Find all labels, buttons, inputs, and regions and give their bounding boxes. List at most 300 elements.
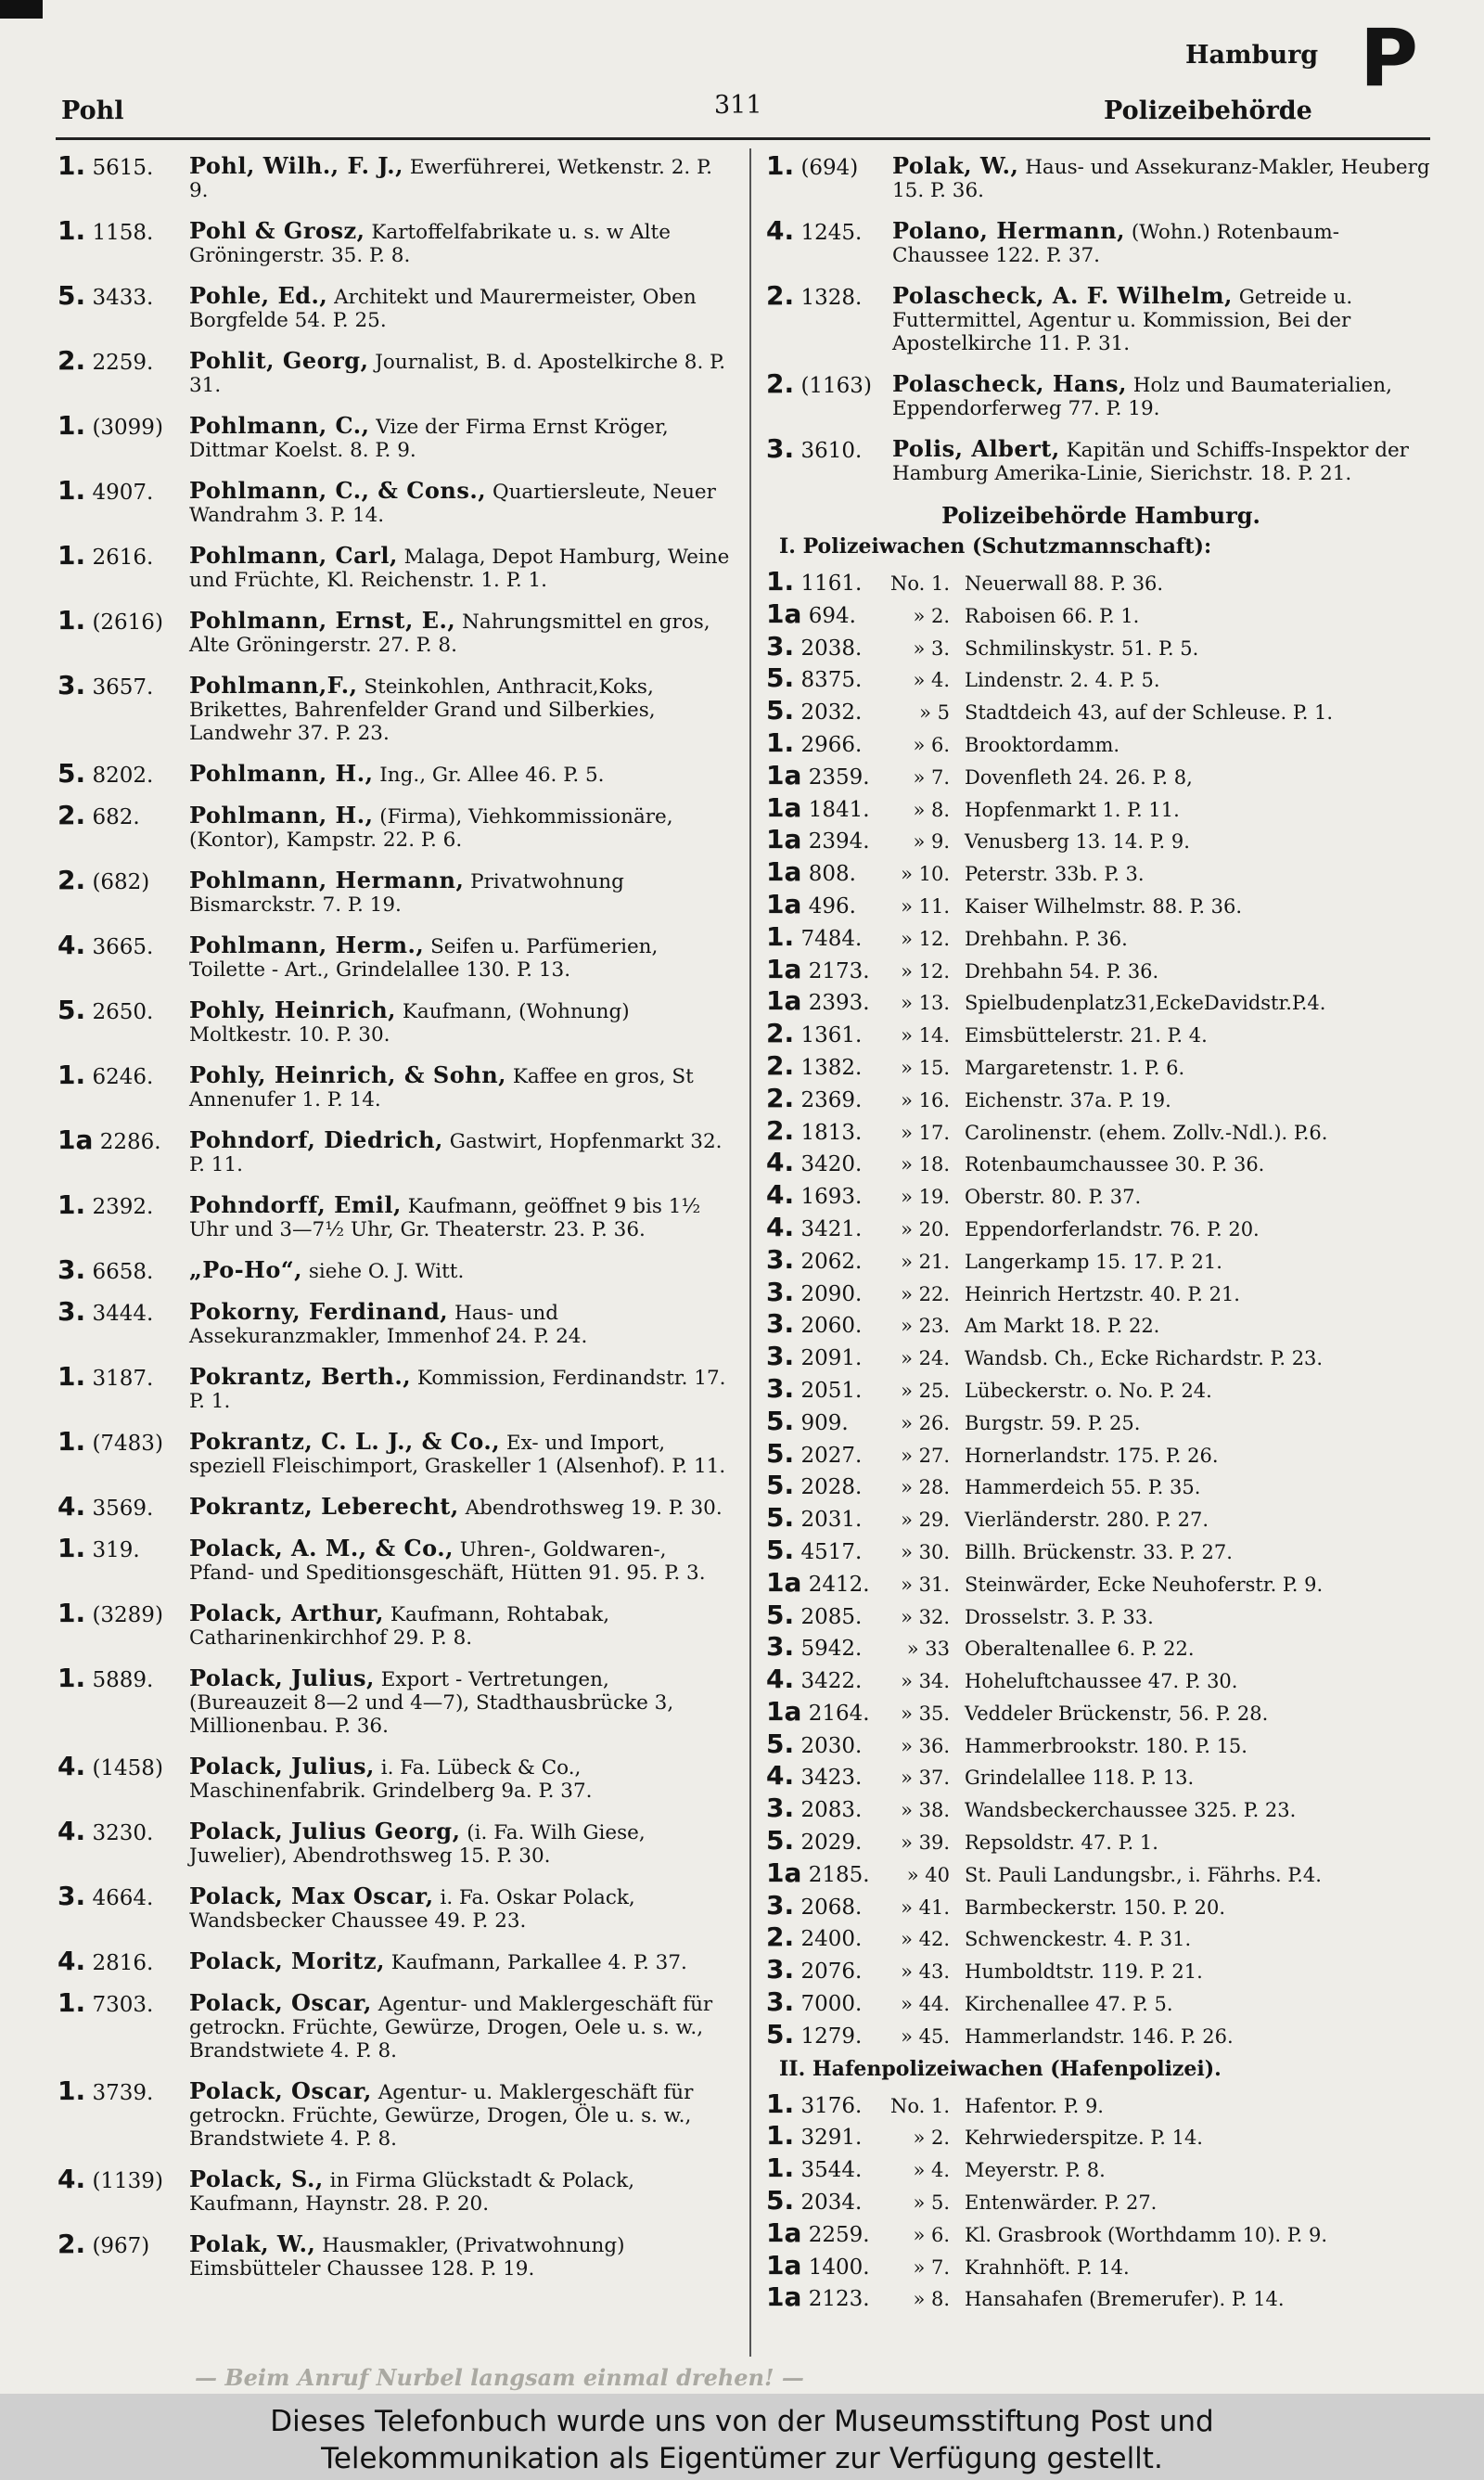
listing-entry: [58, 410, 733, 462]
station-row: [766, 1502, 1436, 1535]
exchange-district: 5.: [58, 280, 86, 311]
phone-number: 1400.: [808, 2255, 870, 2280]
phone-number: 3444.: [92, 1302, 154, 1326]
station-no: » 29.: [901, 1509, 950, 1532]
listing-name: Pohle, Ed.,: [189, 282, 328, 309]
phone-number: 3420.: [800, 1152, 863, 1177]
phone-number: 2616.: [92, 546, 154, 570]
phone-number: 1841.: [808, 797, 870, 822]
listing-entry: [58, 1533, 733, 1585]
exchange-district: 1a: [766, 953, 802, 984]
header-left-keyword: Pohl: [61, 96, 124, 125]
station-address: Veddeler Brückenstr, 56. P. 28.: [965, 1702, 1269, 1725]
station-row: [766, 1921, 1436, 1954]
station-address: Hafentor. P. 9.: [965, 2094, 1104, 2117]
phone-number: 7000.: [800, 1992, 863, 2017]
station-no: » 37.: [901, 1767, 950, 1790]
station-no: » 23.: [901, 1315, 950, 1338]
exchange-district: 1a: [766, 2217, 802, 2248]
listing-details: Kapitän und Schiffs-Inspektor der Hamburg Amerika-Linie, Sierichstr. 18. P. 21.: [892, 439, 1409, 485]
exchange-district: 5.: [766, 2018, 795, 2050]
listing-name: „Po-Ho“,: [189, 1256, 303, 1283]
station-row: [766, 1050, 1436, 1083]
listing-entry: [58, 1881, 733, 1933]
exchange-district: 1.: [58, 605, 86, 636]
station-row: [766, 1857, 1436, 1890]
station-number: [766, 1664, 885, 1694]
station-address: Wandsbeckerchaussee 325. P. 23.: [965, 1799, 1297, 1822]
listing-entry: [58, 995, 733, 1047]
station-address: Eimsbüttelerstr. 21. P. 4.: [965, 1024, 1208, 1047]
listing-entry: [58, 475, 733, 527]
station-number: [766, 1890, 885, 1921]
listing-name: Polack, Arthur,: [189, 1600, 385, 1626]
phone-number: 2091.: [800, 1346, 863, 1371]
station-row: [766, 695, 1436, 727]
listing-name: Polack, Oscar,: [189, 2077, 372, 2104]
listing-details: Gastwirt, Hopfenmarkt 32. P. 11.: [189, 1130, 723, 1176]
station-address: Meyerstr. P. 8.: [965, 2159, 1106, 2182]
listing-entry: [58, 670, 733, 745]
phone-number: (694): [800, 156, 859, 180]
listing-number: [58, 800, 140, 830]
exchange-district: 3.: [58, 1296, 86, 1327]
listing-name: Pohndorf, Diedrich,: [189, 1126, 443, 1153]
exchange-district: 1.: [58, 540, 86, 571]
listing-number: [58, 1254, 154, 1285]
phone-number: 2068.: [800, 1895, 863, 1920]
listing-details: Agentur- und Maklergeschäft für getrockn. Früchte, Gewürze, Drogen, Oele u. s. w., Brandstwiete 4. P. 8.: [189, 1993, 713, 2062]
station-row: [766, 2019, 1436, 2051]
listing-entry: [58, 215, 733, 267]
listing-entry: [58, 1987, 733, 2062]
station-address: Stadtdeich 43, auf der Schleuse. P. 1.: [965, 701, 1334, 725]
station-address: Brooktordamm.: [965, 733, 1120, 756]
phone-number: 7484.: [800, 926, 863, 951]
exchange-district: 1.: [58, 475, 86, 506]
station-no: » 2.: [913, 604, 950, 627]
exchange-district: 5.: [766, 1728, 795, 1759]
exchange-district: 2.: [766, 368, 795, 399]
listing-name: Pohly, Heinrich,: [189, 996, 397, 1023]
listing-entry: [58, 800, 733, 852]
exchange-district: 1a: [766, 2249, 802, 2281]
station-row: [766, 2152, 1436, 2185]
listing-number: [58, 1124, 161, 1155]
listing-entry: [58, 1598, 733, 1650]
listing-entry: [58, 1663, 733, 1738]
station-address: Kl. Grasbrook (Worthdamm 10). P. 9.: [965, 2223, 1328, 2246]
listing-entry: [58, 280, 733, 332]
listing-details: Kaufmann, Rohtabak, Catharinenkirchhof 29. P. 8.: [189, 1603, 610, 1650]
station-number: [766, 792, 885, 823]
exchange-district: 3.: [766, 1793, 795, 1824]
station-row: [766, 1954, 1436, 1986]
phone-number: 1245.: [800, 221, 863, 245]
station-address: Eppendorferlandstr. 76. P. 20.: [965, 1217, 1260, 1240]
listing-entry: [58, 605, 733, 657]
listing-details: i. Fa. Oskar Polack, Wandsbecker Chaussee 49. P. 23.: [189, 1886, 635, 1933]
station-no: » 20.: [901, 1217, 950, 1240]
police-title: Polizeibehörde Hamburg.: [941, 502, 1260, 529]
listing-name: Pokrantz, C. L. J., & Co.,: [189, 1428, 501, 1455]
station-row: [766, 1600, 1436, 1632]
station-no: » 4.: [913, 2159, 950, 2182]
station-number: [766, 2281, 885, 2312]
listing-number: [58, 280, 154, 311]
station-no: » 8.: [913, 2288, 950, 2311]
phone-number: 3176.: [800, 2093, 863, 2118]
listing-number: [58, 1361, 154, 1392]
phone-number: 3230.: [92, 1821, 154, 1845]
listing-entry: [766, 433, 1436, 485]
phone-number: 3422.: [800, 1669, 863, 1694]
listing-name: Polascheck, A. F. Wilhelm,: [892, 282, 1233, 309]
listing-number: [58, 605, 163, 636]
station-row: [766, 1212, 1436, 1244]
listing-name: Pohndorff, Emil,: [189, 1191, 402, 1218]
station-row: [766, 985, 1436, 1018]
listing-number: [58, 2229, 150, 2259]
station-address: Humboldtstr. 119. P. 21.: [965, 1960, 1203, 1984]
listing-details: Quartiersleute, Neuer Wandrahm 3. P. 14.: [189, 481, 716, 527]
listing-details: siehe O. J. Witt.: [308, 1260, 465, 1283]
listing-details: Holz und Baumaterialien, Eppendorferweg 77. P. 19.: [892, 374, 1392, 420]
phone-number: 2394.: [808, 829, 870, 855]
listing-number: [58, 670, 154, 700]
station-number: [766, 2185, 885, 2216]
station-row: [766, 1147, 1436, 1179]
station-number: [766, 1921, 885, 1952]
listing-name: Polack, Julius,: [189, 1753, 375, 1780]
listing-number: [58, 475, 154, 506]
station-row: [766, 889, 1436, 921]
station-address: Am Markt 18. P. 22.: [965, 1315, 1160, 1338]
exchange-district: 5.: [766, 1470, 795, 1501]
station-no: » 35.: [901, 1702, 950, 1725]
station-no: » 18.: [901, 1153, 950, 1176]
listing-entry: [58, 1751, 733, 1803]
phone-number: (1139): [92, 2169, 163, 2193]
phone-number: 3544.: [800, 2158, 863, 2183]
listing-number: [766, 215, 863, 246]
listing-name: Polack, Max Oscar,: [189, 1882, 434, 1909]
station-address: Schwenckestr. 4. P. 31.: [965, 1928, 1192, 1951]
station-no: » 7.: [913, 765, 950, 789]
station-number: [766, 2152, 885, 2183]
listing-entry: [766, 368, 1436, 420]
station-no: » 16.: [901, 1088, 950, 1112]
station-number: [766, 760, 885, 790]
exchange-district: 1a: [766, 2281, 802, 2313]
exchange-district: 4.: [58, 930, 86, 960]
listing-entry: [58, 758, 733, 789]
phone-number: 2816.: [92, 1951, 154, 1975]
station-address: Repsoldstr. 47. P. 1.: [965, 1831, 1158, 1855]
phone-number: 2083.: [800, 1798, 863, 1823]
phone-number: 8375.: [800, 668, 863, 693]
station-no: » 19.: [901, 1186, 950, 1209]
station-address: Langerkamp 15. 17. P. 21.: [965, 1250, 1222, 1273]
station-address: Grindelallee 118. P. 13.: [965, 1767, 1195, 1790]
listing-number: [58, 865, 150, 895]
station-address: Peterstr. 33b. P. 3.: [965, 863, 1145, 886]
listing-name: Pohl, Wilh., F. J.,: [189, 152, 404, 179]
listing-details: Privatwohnung Bismarckstr. 7. P. 19.: [189, 870, 624, 917]
phone-number: 2412.: [808, 1572, 870, 1597]
exchange-district: 1.: [766, 920, 795, 952]
listing-details: Ex- und Import, speziell Fleischimport, Graskeller 1 (Alsenhof). P. 11.: [189, 1432, 726, 1478]
station-row: [766, 856, 1436, 889]
phone-number: 3665.: [92, 935, 154, 959]
station-no: No. 1.: [889, 2094, 950, 2117]
phone-number: 1361.: [800, 1023, 863, 1048]
footer-line-2: Telekommunikation als Eigentümer zur Verfügung gestellt.: [321, 2442, 1163, 2475]
exchange-district: 1a: [766, 598, 802, 629]
station-address: Kirchenallee 47. P. 5.: [965, 1993, 1173, 2016]
phone-number: 2076.: [800, 1960, 863, 1985]
corner-mark: [0, 0, 43, 19]
station-number: [766, 1825, 885, 1856]
station-no: » 30.: [901, 1540, 950, 1563]
phone-number: (3099): [92, 416, 163, 440]
listing-entry: [58, 2164, 733, 2216]
phone-number: 1813.: [800, 1120, 863, 1145]
listing-number: [58, 1987, 154, 2018]
listing-number: [58, 930, 154, 960]
phone-number: 3433.: [92, 286, 154, 310]
phone-number: 1328.: [800, 286, 863, 310]
listing-number: [766, 150, 859, 181]
station-row: [766, 1664, 1436, 1696]
header-rule: [56, 137, 1430, 140]
phone-number: 2286.: [99, 1130, 161, 1154]
station-address: Drosselstr. 3. P. 33.: [965, 1605, 1154, 1628]
exchange-district: 5.: [766, 1599, 795, 1630]
station-row: [766, 1406, 1436, 1438]
station-number: [766, 1535, 885, 1565]
exchange-district: 5.: [58, 758, 86, 789]
station-number: [766, 1986, 885, 2017]
station-no: » 31.: [901, 1573, 950, 1596]
station-address: Hornerlandstr. 175. P. 26.: [965, 1444, 1219, 1467]
exchange-district: 4.: [766, 1179, 795, 1211]
station-row: [766, 1018, 1436, 1050]
listing-name: Polack, A. M., & Co.,: [189, 1535, 454, 1561]
exchange-district: 1a: [766, 1857, 802, 1888]
phone-number: 2259.: [92, 351, 154, 375]
listing-details: (i. Fa. Wilh Giese, Juwelier), Abendrothsweg 15. P. 30.: [189, 1821, 646, 1868]
exchange-district: 3.: [766, 1986, 795, 2018]
station-number: [766, 566, 885, 597]
listing-number: [58, 2164, 163, 2194]
station-no: » 44.: [901, 1993, 950, 2016]
exchange-district: 3.: [58, 670, 86, 700]
phone-number: 2164.: [808, 1701, 870, 1726]
listing-entry: [58, 2075, 733, 2151]
listing-number: [58, 758, 154, 789]
exchange-district: 1.: [58, 1189, 86, 1220]
exchange-district: 2.: [58, 800, 86, 830]
phone-number: 2392.: [92, 1195, 154, 1219]
station-no: » 3.: [913, 636, 950, 660]
station-number: [766, 824, 885, 855]
listing-entry: [58, 1491, 733, 1522]
listing-number: [58, 1881, 154, 1911]
exchange-district: 3.: [766, 1308, 795, 1340]
listing-details: Hausmakler, (Privatwohnung) Eimsbütteler Chaussee 128. P. 19.: [189, 2234, 625, 2281]
listing-name: Pohlit, Georg,: [189, 347, 369, 374]
listing-entry: [766, 150, 1436, 202]
exchange-district: 2.: [766, 280, 795, 311]
listing-details: Haus- und Assekuranzmakler, Immenhof 24. P. 24.: [189, 1302, 588, 1348]
station-no: » 40: [906, 1863, 950, 1886]
listing-number: [58, 1296, 154, 1327]
station-number: [766, 856, 885, 887]
station-number: [766, 1244, 885, 1275]
listing-entry: [58, 540, 733, 592]
station-number: [766, 1954, 885, 1985]
exchange-district: 5.: [766, 662, 795, 694]
listing-name: Pokrantz, Leberecht,: [189, 1493, 459, 1520]
phone-number: 1158.: [92, 221, 154, 245]
exchange-district: 2.: [766, 1018, 795, 1049]
phone-number: 2051.: [800, 1378, 863, 1403]
exchange-district: 1.: [58, 215, 86, 246]
exchange-district: 1a: [58, 1124, 94, 1155]
left-column: [58, 150, 733, 2297]
station-row: [766, 1083, 1436, 1115]
listing-name: Pohlmann, Carl,: [189, 542, 398, 569]
station-no: » 9.: [913, 830, 950, 854]
listing-details: (Wohn.) Rotenbaum-Chaussee 122. P. 37.: [892, 221, 1340, 267]
station-number: [766, 598, 885, 629]
phone-number: 2038.: [800, 636, 863, 661]
station-address: Entenwärder. P. 27.: [965, 2191, 1158, 2215]
exchange-district: 1.: [58, 1426, 86, 1457]
station-number: [766, 1438, 885, 1469]
police-section-1: I. Polizeiwachen (Schutzmannschaft):: [779, 534, 1212, 559]
phone-number: 682.: [92, 805, 140, 829]
station-number: [766, 1373, 885, 1404]
phone-number: 2027.: [800, 1443, 863, 1468]
exchange-district: 1a: [766, 1566, 802, 1598]
listing-details: Architekt und Maurermeister, Oben Borgfelde 54. P. 25.: [189, 286, 697, 332]
exchange-district: 5.: [58, 995, 86, 1025]
listing-entry: [58, 1060, 733, 1112]
listing-number: [766, 368, 872, 399]
phone-number: 319.: [92, 1538, 140, 1562]
station-no: No. 1.: [889, 572, 950, 595]
listing-name: Polak, W.,: [189, 2230, 316, 2257]
station-number: [766, 1083, 885, 1113]
station-row: [766, 2281, 1436, 2314]
phone-number: 2650.: [92, 1000, 154, 1024]
exchange-district: 2.: [58, 2229, 86, 2259]
phone-number: 2123.: [808, 2287, 870, 2312]
station-number: [766, 2019, 885, 2050]
phone-number: 2032.: [800, 700, 863, 726]
exchange-district: 3.: [766, 1341, 795, 1372]
phone-number: 909.: [800, 1410, 849, 1435]
station-number: [766, 1018, 885, 1048]
station-address: Hammerlandstr. 146. P. 26.: [965, 2024, 1234, 2048]
exchange-district: 5.: [766, 1825, 795, 1857]
listing-details: Kartoffelfabrikate u. s. w Alte Gröningerstr. 35. P. 8.: [189, 221, 671, 267]
phone-number: 2369.: [800, 1087, 863, 1112]
right-entries: [766, 150, 1436, 485]
station-address: Neuerwall 88. P. 36.: [965, 572, 1164, 595]
station-number: [766, 2250, 885, 2281]
station-number: [766, 1212, 885, 1242]
exchange-district: 4.: [766, 1211, 795, 1242]
listing-entry: [58, 1946, 733, 1976]
phone-number: 2034.: [800, 2191, 863, 2216]
exchange-district: 1.: [766, 2088, 795, 2119]
listing-details: Kaufmann, (Wohnung) Moltkestr. 10. P. 30.: [189, 1000, 630, 1047]
listing-details: Abendrothsweg 19. P. 30.: [465, 1497, 723, 1520]
phone-number: 2031.: [800, 1508, 863, 1533]
police-section-2: II. Hafenpolizeiwachen (Hafenpolizei).: [779, 2056, 1222, 2081]
listing-number: [58, 1189, 154, 1220]
listing-details: Ing., Gr. Allee 46. P. 5.: [379, 764, 605, 787]
phone-number: 3187.: [92, 1367, 154, 1391]
station-row: [766, 1341, 1436, 1373]
harbour-police-list: [766, 2088, 1436, 2315]
station-address: Eichenstr. 37a. P. 19.: [965, 1088, 1171, 1112]
station-number: [766, 662, 885, 693]
station-no: » 10.: [901, 863, 950, 886]
station-no: » 6.: [913, 733, 950, 756]
station-address: Lübeckerstr. o. No. P. 24.: [965, 1379, 1212, 1402]
exchange-district: 5.: [766, 695, 795, 726]
station-row: [766, 1728, 1436, 1761]
exchange-district: 1.: [58, 410, 86, 441]
phone-number: 3421.: [800, 1216, 863, 1241]
listing-entry: [58, 1296, 733, 1348]
exchange-district: 1a: [766, 791, 802, 823]
listing-number: [58, 410, 163, 441]
phone-number: 3739.: [92, 2081, 154, 2105]
listing-name: Pohlmann,F.,: [189, 672, 358, 699]
station-address: Venusberg 13. 14. P. 9.: [965, 830, 1190, 854]
exchange-district: 3.: [766, 1276, 795, 1307]
phone-number: 1382.: [800, 1055, 863, 1080]
exchange-district: 5.: [766, 1405, 795, 1436]
station-address: Kehrwiederspitze. P. 14.: [965, 2127, 1203, 2150]
station-number: [766, 2088, 885, 2119]
exchange-district: 4.: [58, 1946, 86, 1976]
listing-number: [58, 215, 154, 246]
station-address: Barmbeckerstr. 150. P. 20.: [965, 1895, 1226, 1919]
station-address: Schmilinskystr. 51. P. 5.: [965, 636, 1199, 660]
station-no: » 13.: [901, 992, 950, 1015]
station-row: [766, 954, 1436, 986]
listing-details: Vize der Firma Ernst Kröger, Dittmar Koelst. 8. P. 9.: [189, 416, 669, 462]
listing-number: [58, 1946, 154, 1976]
exchange-district: 5.: [766, 1534, 795, 1565]
station-row: [766, 631, 1436, 663]
exchange-district: 1a: [766, 985, 802, 1017]
station-row: [766, 1890, 1436, 1922]
listing-entry: [58, 345, 733, 397]
listing-number: [58, 1663, 154, 1693]
phone-number: 2090.: [800, 1281, 863, 1306]
exchange-district: 1.: [58, 150, 86, 181]
station-address: St. Pauli Landungsbr., i. Fährhs. P.4.: [965, 1863, 1322, 1886]
listing-details: Ewerführerei, Wetkenstr. 2. P. 9.: [189, 156, 713, 202]
exchange-district: 1.: [58, 1533, 86, 1563]
